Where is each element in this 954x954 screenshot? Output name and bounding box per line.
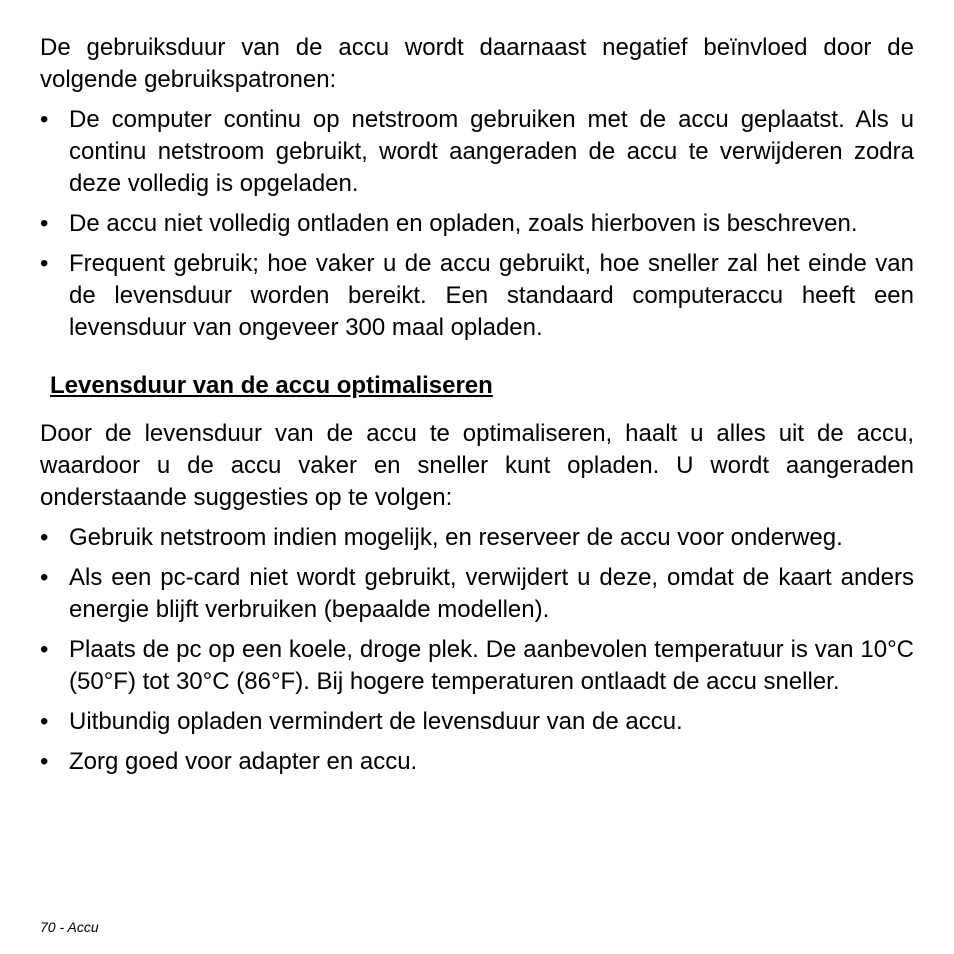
list-item <box>40 746 914 778</box>
optimize-paragraph: Door de levensduur van de accu te optimaliseren, haalt u alles uit de accu, waardoor u de accu vaker en sneller kunt opladen. U wordt aangeraden onderstaande suggesties op te volgen: <box>40 420 914 511</box>
bullet-icon: • <box>40 524 49 551</box>
bullet-icon: • <box>40 250 49 277</box>
list-item <box>40 104 914 200</box>
bullet-icon: • <box>40 636 49 663</box>
list-item-text: Gebruik netstroom indien mogelijk, en reserveer de accu voor onderweg. <box>69 524 843 551</box>
list-item <box>40 522 914 554</box>
bullet-icon: • <box>40 210 49 237</box>
intro-paragraph: De gebruiksduur van de accu wordt daarnaast negatief beïnvloed door de volgende gebruikspatronen: <box>40 34 914 93</box>
list-item-text: Zorg goed voor adapter en accu. <box>69 748 418 775</box>
list-item <box>40 208 914 240</box>
list-item-text: De accu niet volledig ontladen en opladen, zoals hierboven is beschreven. <box>69 210 858 237</box>
suggestions-list <box>40 522 914 778</box>
list-item-text: Plaats de pc op een koele, droge plek. De aanbevolen temperatuur is van 10°C (50°F) tot 30°C (86°F). Bij hogere temperaturen ontlaadt de accu sneller. <box>69 636 914 695</box>
bullet-icon: • <box>40 564 49 591</box>
bullet-icon: • <box>40 748 49 775</box>
list-item-text: Frequent gebruik; hoe vaker u de accu gebruikt, hoe sneller zal het einde van de levensduur worden bereikt. Een standaard computeraccu heeft een levensduur van ongeveer 300 maal opladen. <box>69 250 914 341</box>
section-heading: Levensduur van de accu optimaliseren <box>50 372 493 399</box>
bullet-icon: • <box>40 106 49 133</box>
list-item-text: Uitbundig opladen vermindert de levensduur van de accu. <box>69 708 683 735</box>
list-item <box>40 562 914 626</box>
list-item <box>40 634 914 698</box>
bullet-icon: • <box>40 708 49 735</box>
list-item-text: Als een pc-card niet wordt gebruikt, verwijdert u deze, omdat de kaart anders energie blijft verbruiken (bepaalde modellen). <box>69 564 914 623</box>
page-content <box>40 32 914 778</box>
usage-patterns-list <box>40 104 914 344</box>
list-item-text: De computer continu op netstroom gebruiken met de accu geplaatst. Als u continu netstroom gebruikt, wordt aangeraden de accu te verwijderen zodra deze volledig is opgeladen. <box>69 106 914 197</box>
page-footer: 70 - Accu <box>40 919 99 935</box>
list-item <box>40 706 914 738</box>
list-item <box>40 248 914 344</box>
